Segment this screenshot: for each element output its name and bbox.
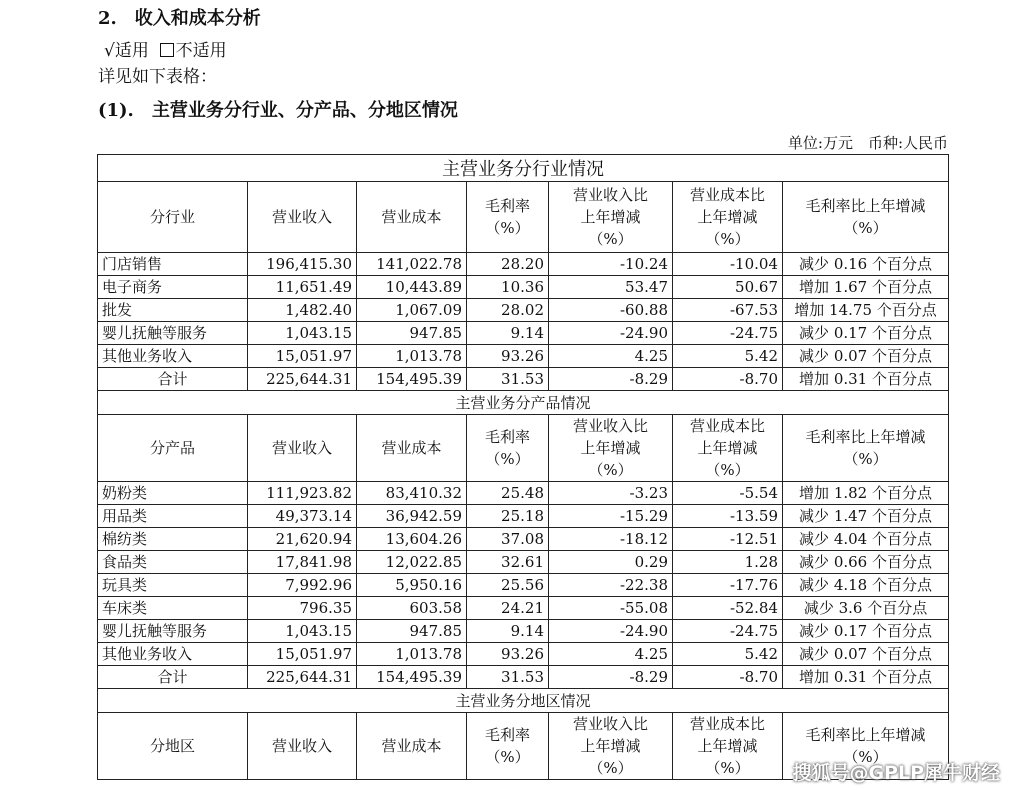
check-mark-icon: √ bbox=[104, 41, 115, 61]
table-cell: 36,942.59 bbox=[357, 505, 467, 528]
table-row bbox=[98, 368, 949, 391]
table-cell: 947.85 bbox=[357, 322, 467, 345]
column-header: 营业收入 bbox=[248, 415, 357, 482]
row-label: 婴儿抚触等服务 bbox=[98, 620, 248, 643]
column-header: 营业成本比 上年增减 （%） bbox=[673, 415, 783, 482]
applicable-label: 适用 bbox=[114, 41, 149, 61]
table-cell: 4.25 bbox=[549, 643, 673, 666]
column-header: 营业成本 bbox=[357, 713, 467, 780]
column-header: 营业收入比 上年增减 （%） bbox=[549, 415, 673, 482]
table-cell: 减少 3.6 个百分点 bbox=[783, 597, 949, 620]
table-row bbox=[98, 666, 949, 689]
column-header: 营业收入 bbox=[248, 182, 357, 253]
table-cell: 225,644.31 bbox=[248, 666, 357, 689]
table-cell: 0.29 bbox=[549, 551, 673, 574]
section-title: 主营业务分行业情况 bbox=[98, 155, 949, 182]
table-cell: 11,651.49 bbox=[248, 276, 357, 299]
row-label: 婴儿抚触等服务 bbox=[98, 322, 248, 345]
column-header: 营业成本 bbox=[357, 182, 467, 253]
table-cell: 增加 0.31 个百分点 bbox=[783, 666, 949, 689]
table-cell: 12,022.85 bbox=[357, 551, 467, 574]
table-cell: 141,022.78 bbox=[357, 253, 467, 276]
column-header: 毛利率 （%） bbox=[467, 182, 549, 253]
table-cell: 17,841.98 bbox=[248, 551, 357, 574]
table-cell: 9.14 bbox=[467, 322, 549, 345]
row-label: 车床类 bbox=[98, 597, 248, 620]
table-cell: -3.23 bbox=[549, 482, 673, 505]
table-cell: 13,604.26 bbox=[357, 528, 467, 551]
table-row bbox=[98, 276, 949, 299]
row-label: 门店销售 bbox=[98, 253, 248, 276]
section-title: 主营业务分产品情况 bbox=[98, 391, 949, 415]
table-cell: -10.24 bbox=[549, 253, 673, 276]
not-applicable-label: 不适用 bbox=[175, 41, 227, 61]
table-cell: 1,067.09 bbox=[357, 299, 467, 322]
table-row bbox=[98, 505, 949, 528]
column-header: 毛利率比上年增减 （%） bbox=[783, 415, 949, 482]
table-cell: -8.29 bbox=[549, 666, 673, 689]
column-header: 营业收入比 上年增减 （%） bbox=[549, 713, 673, 780]
column-header: 毛利率比上年增减 （%） bbox=[783, 713, 949, 780]
table-cell: -24.75 bbox=[673, 322, 783, 345]
header-row bbox=[98, 415, 949, 482]
table-cell: -17.76 bbox=[673, 574, 783, 597]
table-cell: -8.70 bbox=[673, 666, 783, 689]
table-cell: -55.08 bbox=[549, 597, 673, 620]
table-row bbox=[98, 620, 949, 643]
table-cell: -10.04 bbox=[673, 253, 783, 276]
section-title-row bbox=[98, 155, 949, 182]
row-label: 棉纺类 bbox=[98, 528, 248, 551]
table-cell: -52.84 bbox=[673, 597, 783, 620]
empty-checkbox-icon bbox=[160, 43, 174, 57]
table-row bbox=[98, 574, 949, 597]
table-cell: 减少 4.18 个百分点 bbox=[783, 574, 949, 597]
watermark: 搜狐号@GPLP犀牛财经 bbox=[792, 762, 1000, 784]
table-cell: 减少 0.66 个百分点 bbox=[783, 551, 949, 574]
row-label: 其他业务收入 bbox=[98, 643, 248, 666]
section-title-row bbox=[98, 391, 949, 415]
table-cell: -24.90 bbox=[549, 620, 673, 643]
applicability-options bbox=[104, 40, 227, 62]
table-cell: -18.12 bbox=[549, 528, 673, 551]
table-cell: -15.29 bbox=[549, 505, 673, 528]
table-cell: 增加 0.31 个百分点 bbox=[783, 368, 949, 391]
row-label: 合计 bbox=[98, 368, 248, 391]
table-cell: -22.38 bbox=[549, 574, 673, 597]
table-cell: 增加 1.82 个百分点 bbox=[783, 482, 949, 505]
row-label: 其他业务收入 bbox=[98, 345, 248, 368]
column-header: 营业成本 bbox=[357, 415, 467, 482]
column-header: 分地区 bbox=[98, 713, 248, 780]
table-row bbox=[98, 528, 949, 551]
row-label: 电子商务 bbox=[98, 276, 248, 299]
subheading: (1). 主营业务分行业、分产品、分地区情况 bbox=[98, 100, 458, 121]
table-cell: 5.42 bbox=[673, 345, 783, 368]
table-cell: 减少 0.07 个百分点 bbox=[783, 643, 949, 666]
section-title: 主营业务分地区情况 bbox=[98, 689, 949, 713]
table-cell: -8.70 bbox=[673, 368, 783, 391]
header-row bbox=[98, 182, 949, 253]
table-cell: 154,495.39 bbox=[357, 368, 467, 391]
table-cell: 1,482.40 bbox=[248, 299, 357, 322]
row-label: 食品类 bbox=[98, 551, 248, 574]
table-cell: 603.58 bbox=[357, 597, 467, 620]
unit-text: 单位:万元 币种:人民币 bbox=[787, 134, 948, 152]
table-cell: 24.21 bbox=[467, 597, 549, 620]
column-header: 毛利率比上年增减 （%） bbox=[783, 182, 949, 253]
table-cell: -13.59 bbox=[673, 505, 783, 528]
table-cell: 93.26 bbox=[467, 345, 549, 368]
table-cell: 1,043.15 bbox=[248, 620, 357, 643]
table-cell: 15,051.97 bbox=[248, 345, 357, 368]
table-cell: 1,043.15 bbox=[248, 322, 357, 345]
table-cell: 31.53 bbox=[467, 368, 549, 391]
table-cell: 31.53 bbox=[467, 666, 549, 689]
table-cell: 减少 0.16 个百分点 bbox=[783, 253, 949, 276]
column-header: 分产品 bbox=[98, 415, 248, 482]
table-cell: 15,051.97 bbox=[248, 643, 357, 666]
table-cell: 196,415.30 bbox=[248, 253, 357, 276]
table-cell: 增加 1.67 个百分点 bbox=[783, 276, 949, 299]
section-heading: 2. 收入和成本分析 bbox=[98, 8, 261, 29]
table-row bbox=[98, 482, 949, 505]
table-row bbox=[98, 322, 949, 345]
table-row bbox=[98, 299, 949, 322]
table-cell: 25.48 bbox=[467, 482, 549, 505]
table-cell: 49,373.14 bbox=[248, 505, 357, 528]
row-label: 奶粉类 bbox=[98, 482, 248, 505]
table-cell: 37.08 bbox=[467, 528, 549, 551]
table-cell: 93.26 bbox=[467, 643, 549, 666]
row-label: 玩具类 bbox=[98, 574, 248, 597]
table-cell: -24.90 bbox=[549, 322, 673, 345]
table-cell: -12.51 bbox=[673, 528, 783, 551]
revenue-cost-table bbox=[97, 154, 949, 780]
table-cell: 28.20 bbox=[467, 253, 549, 276]
column-header: 分行业 bbox=[98, 182, 248, 253]
detail-text: 详见如下表格： bbox=[98, 67, 217, 87]
table-cell: 减少 0.17 个百分点 bbox=[783, 322, 949, 345]
table-row bbox=[98, 345, 949, 368]
row-label: 合计 bbox=[98, 666, 248, 689]
column-header: 营业收入比 上年增减 （%） bbox=[549, 182, 673, 253]
table-cell: 减少 0.07 个百分点 bbox=[783, 345, 949, 368]
table-cell: 83,410.32 bbox=[357, 482, 467, 505]
table-cell: 225,644.31 bbox=[248, 368, 357, 391]
table-cell: 增加 14.75 个百分点 bbox=[783, 299, 949, 322]
table-cell: 1.28 bbox=[673, 551, 783, 574]
table-cell: 减少 4.04 个百分点 bbox=[783, 528, 949, 551]
table-cell: 减少 0.17 个百分点 bbox=[783, 620, 949, 643]
table-cell: -8.29 bbox=[549, 368, 673, 391]
table-cell: -60.88 bbox=[549, 299, 673, 322]
table-cell: 25.56 bbox=[467, 574, 549, 597]
column-header: 毛利率 （%） bbox=[467, 415, 549, 482]
table-cell: 53.47 bbox=[549, 276, 673, 299]
table-cell: -5.54 bbox=[673, 482, 783, 505]
table-cell: 50.67 bbox=[673, 276, 783, 299]
table-cell: 28.02 bbox=[467, 299, 549, 322]
table-cell: 10.36 bbox=[467, 276, 549, 299]
table-cell: 减少 1.47 个百分点 bbox=[783, 505, 949, 528]
table-row bbox=[98, 551, 949, 574]
column-header: 营业成本比 上年增减 （%） bbox=[673, 182, 783, 253]
section-title-row bbox=[98, 689, 949, 713]
table-cell: 9.14 bbox=[467, 620, 549, 643]
table-row bbox=[98, 597, 949, 620]
table-cell: 154,495.39 bbox=[357, 666, 467, 689]
table-cell: 1,013.78 bbox=[357, 345, 467, 368]
column-header: 营业收入 bbox=[248, 713, 357, 780]
table-cell: 947.85 bbox=[357, 620, 467, 643]
row-label: 用品类 bbox=[98, 505, 248, 528]
table-cell: 5,950.16 bbox=[357, 574, 467, 597]
table-cell: 5.42 bbox=[673, 643, 783, 666]
table-row bbox=[98, 643, 949, 666]
table-cell: 10,443.89 bbox=[357, 276, 467, 299]
table-cell: 796.35 bbox=[248, 597, 357, 620]
row-label: 批发 bbox=[98, 299, 248, 322]
table-cell: 25.18 bbox=[467, 505, 549, 528]
table-cell: 21,620.94 bbox=[248, 528, 357, 551]
table-cell: 1,013.78 bbox=[357, 643, 467, 666]
table-cell: 32.61 bbox=[467, 551, 549, 574]
table-cell: 4.25 bbox=[549, 345, 673, 368]
column-header: 营业成本比 上年增减 （%） bbox=[673, 713, 783, 780]
table-cell: 111,923.82 bbox=[248, 482, 357, 505]
table-cell: -67.53 bbox=[673, 299, 783, 322]
table-cell: 7,992.96 bbox=[248, 574, 357, 597]
table-row bbox=[98, 253, 949, 276]
column-header: 毛利率 （%） bbox=[467, 713, 549, 780]
table-cell: -24.75 bbox=[673, 620, 783, 643]
